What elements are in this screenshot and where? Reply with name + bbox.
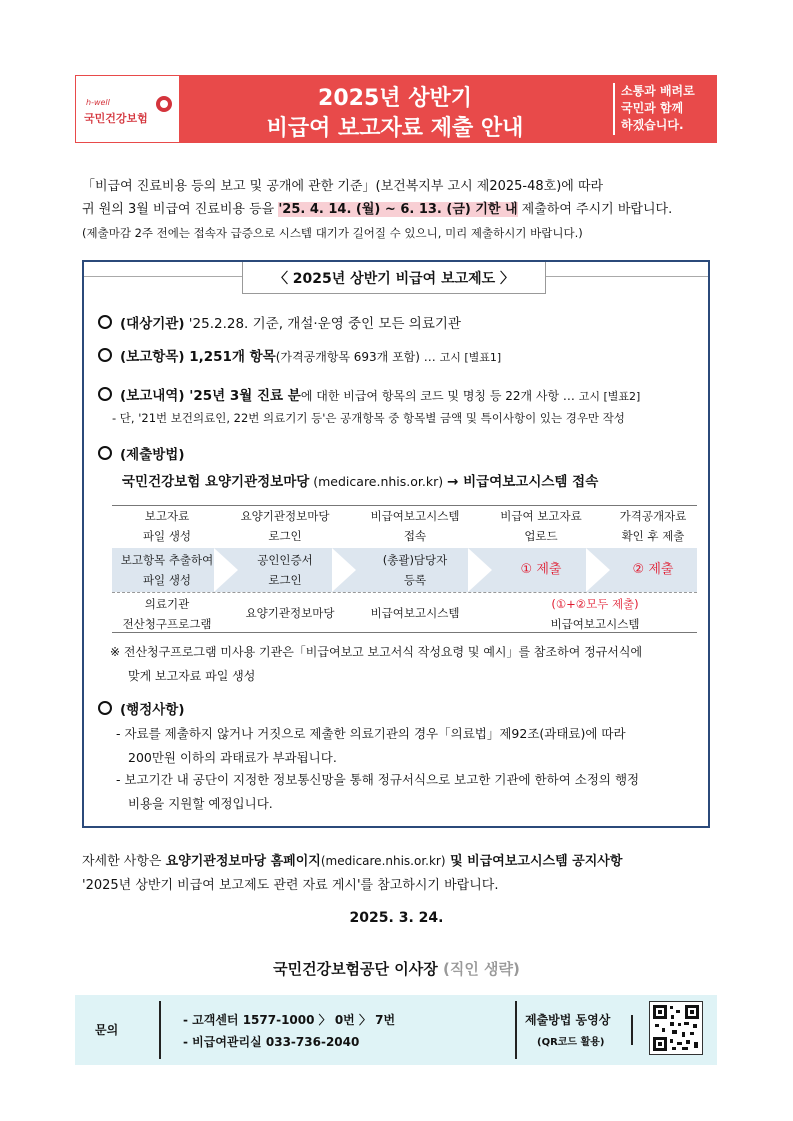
- flow-system-1-l1: 의료기관: [144, 597, 190, 611]
- contact-call-center: - 고객센터 1577-1000 〉 0번 〉 7번: [183, 1013, 396, 1027]
- flow-action-1-l1: 보고항목 추출하여: [120, 553, 214, 567]
- program-note-line1: ※ 전산청구프로그램 미사용 기관은「비급여보고 보고서식 작성요령 및 예시」를 참조하여 정규서식에: [110, 645, 643, 659]
- content-note: - 단, '21번 보건의료인, 22번 의료기기 등'은 공개항목 중 항목별 금액 및 특이사항이 있는 경우만 작성: [112, 411, 625, 425]
- signer-name: 국민건강보험공단 이사장: [273, 960, 438, 978]
- flow-action-1: [112, 550, 222, 590]
- admin-item-2-line1: - 보고기간 내 공단이 지정한 정보통신망을 통해 정규서식으로 보고한 기관에 한하여 소정의 행정: [116, 772, 640, 787]
- admin-item-2: [116, 768, 639, 816]
- page-title-line2: 비급여 보고자료 제출 안내: [266, 116, 524, 141]
- contact-divider: [515, 1001, 517, 1059]
- page-title-line1: 2025년 상반기: [318, 86, 472, 111]
- header-banner: [75, 75, 717, 143]
- flow-step-3-l1: 비급여보고시스템: [370, 509, 460, 523]
- items-text: (가격공개항목 693개 포함) …: [275, 350, 440, 364]
- administrative-matters: [98, 698, 185, 718]
- content-bold: '25년 3월 진료 분: [184, 388, 301, 404]
- circle-bullet-icon: [98, 348, 112, 362]
- admin-item-1-line2: 200만원 이하의 과태료가 부과됩니다.: [128, 750, 337, 765]
- target-label: (대상기관): [120, 316, 185, 332]
- detail-line2: '2025년 상반기 비급여 보고제도 관련 자료 게시'를 참고하시기 바랍니다.: [82, 878, 499, 893]
- flow-action-1-l2: 파일 생성: [142, 573, 192, 587]
- flow-step-3: [360, 506, 470, 546]
- flow-action-2-l1: 공인인증서: [257, 553, 313, 567]
- circle-bullet-icon: [98, 315, 112, 329]
- flow-step-5-l1: 가격공개자료: [619, 509, 687, 523]
- admin-item-1-line1: - 자료를 제출하지 않거나 거짓으로 제출한 의료기관의 경우「의료법」제92조(과태료)에 따라: [116, 726, 626, 741]
- flow-step-4: [486, 506, 596, 546]
- flow-system-2: 요양기관정보마당: [245, 606, 335, 620]
- intro-line2-pre: 귀 원의 3월 비급여 진료비용 등을: [82, 202, 279, 217]
- items-ref: 고시 [별표1]: [439, 351, 502, 364]
- contact-divider: [159, 1001, 161, 1059]
- flow-action-5: ② 제출: [632, 562, 674, 577]
- slogan: [621, 83, 695, 134]
- content-text: 에 대한 비급여 항목의 코드 및 명칭 등 22개 사항 …: [300, 389, 579, 403]
- intro-line1: 「비급여 진료비용 등의 보고 및 공개에 관한 기준」(보건복지부 고시 제2025-48호)에 따라: [82, 179, 604, 194]
- report-content: [98, 384, 640, 404]
- flow-step-4-l1: 비급여 보고자료: [500, 509, 582, 523]
- flow-action-2-l2: 로그인: [268, 573, 302, 587]
- flow-mid-rule: [112, 592, 697, 593]
- content-ref: 고시 [별표2]: [578, 390, 641, 403]
- box-title: 〈 2025년 상반기 비급여 보고제도 〉: [273, 271, 515, 287]
- signer-note: (직인 생략): [442, 960, 520, 978]
- admin-label: (행정사항): [120, 702, 185, 718]
- detail-homepage: 요양기관정보마당 홈페이지: [165, 854, 321, 869]
- flow-system-4-l1: (①+②모두 제출): [551, 597, 639, 611]
- target-institutions: [98, 312, 461, 332]
- flow-action-4: ① 제출: [520, 562, 562, 577]
- contact-bar: [75, 995, 717, 1065]
- submission-method: [98, 443, 185, 463]
- flow-step-5-l2: 확인 후 제출: [621, 529, 685, 543]
- admin-item-1: [116, 722, 626, 770]
- flow-step-1-l2: 파일 생성: [142, 529, 192, 543]
- flow-step-2-l1: 요양기관정보마당: [240, 509, 330, 523]
- detail-notice: 및 비급여보고시스템 공지사항: [445, 854, 623, 869]
- flow-system-4: [520, 594, 670, 634]
- flow-system-1: [112, 594, 222, 634]
- program-note: [110, 640, 642, 688]
- method-post: 비급여보고시스템 접속: [458, 474, 599, 490]
- method-label: (제출방법): [120, 447, 185, 463]
- qr-code-icon[interactable]: [649, 1001, 703, 1055]
- intro-note: (제출마감 2주 전에는 접속자 급증으로 시스템 대기가 길어질 수 있으니, 미리 제출하시기 바랍니다.): [82, 226, 583, 240]
- flow-action-3-l1: (총괄)담당자: [382, 553, 448, 567]
- flow-system-4-l2: 비급여보고시스템: [550, 617, 640, 631]
- flow-action-3-l2: 등록: [403, 573, 427, 587]
- content-label: (보고내역): [120, 388, 185, 404]
- flow-step-2-l2: 로그인: [268, 529, 302, 543]
- video-guide-label: 제출방법 동영상: [525, 1013, 611, 1027]
- flow-step-4-l2: 업로드: [524, 529, 558, 543]
- flow-system-3: 비급여보고시스템: [370, 606, 460, 620]
- flow-step-5: [598, 506, 708, 546]
- slogan-line2: 국민과 함께: [621, 101, 684, 115]
- slogan-divider: [613, 83, 615, 135]
- circle-bullet-icon: [98, 701, 112, 715]
- heart-logo-icon: [156, 96, 172, 112]
- qr-note: (QR코드 활용): [537, 1037, 605, 1048]
- flow-action-3: [360, 550, 470, 590]
- contact-office: - 비급여관리실 033-736-2040: [183, 1035, 360, 1049]
- program-note-line2: 맞게 보고자료 파일 생성: [128, 669, 256, 683]
- contact-divider: [631, 1015, 633, 1045]
- items-label: (보고항목) 1,251개 항목: [120, 349, 276, 365]
- detail-pre: 자세한 사항은: [82, 854, 166, 869]
- signer: [0, 958, 793, 979]
- logo-tagline: h-well: [86, 98, 110, 107]
- contact-label: 문의: [95, 1023, 119, 1037]
- method-url: (medicare.nhis.or.kr): [309, 474, 448, 489]
- logo: [75, 75, 180, 143]
- issue-date: 2025. 3. 24.: [349, 910, 444, 926]
- arrow-right-icon: →: [447, 474, 459, 490]
- method-line: [122, 470, 598, 490]
- admin-item-2-line2: 비용을 지원할 예정입니다.: [128, 796, 273, 811]
- deadline-highlight: '25. 4. 14. (월) ~ 6. 13. (금) 기한 내: [278, 202, 518, 217]
- method-pre: 국민건강보험 요양기관정보마당: [122, 474, 310, 490]
- flow-step-1: [112, 506, 222, 546]
- flow-step-2: [230, 506, 340, 546]
- circle-bullet-icon: [98, 387, 112, 401]
- intro-line2: [82, 199, 672, 220]
- flow-system-1-l2: 전산청구프로그램: [122, 617, 212, 631]
- box-title-tab: [242, 262, 546, 294]
- circle-bullet-icon: [98, 446, 112, 460]
- report-items: [98, 345, 501, 365]
- detail-line1: [82, 850, 622, 869]
- detail-url: (medicare.nhis.or.kr): [320, 854, 446, 868]
- slogan-line3: 하겠습니다.: [621, 118, 684, 132]
- flow-step-3-l2: 접속: [403, 529, 427, 543]
- target-text: '25.2.28. 기준, 개설·운영 중인 모든 의료기관: [184, 316, 461, 332]
- flow-action-2: [230, 550, 340, 590]
- logo-name: 국민건강보험: [84, 112, 148, 125]
- slogan-line1: 소통과 배려로: [621, 84, 695, 98]
- intro-line2-post: 제출하여 주시기 바랍니다.: [517, 202, 673, 217]
- flow-step-1-l1: 보고자료: [144, 509, 190, 523]
